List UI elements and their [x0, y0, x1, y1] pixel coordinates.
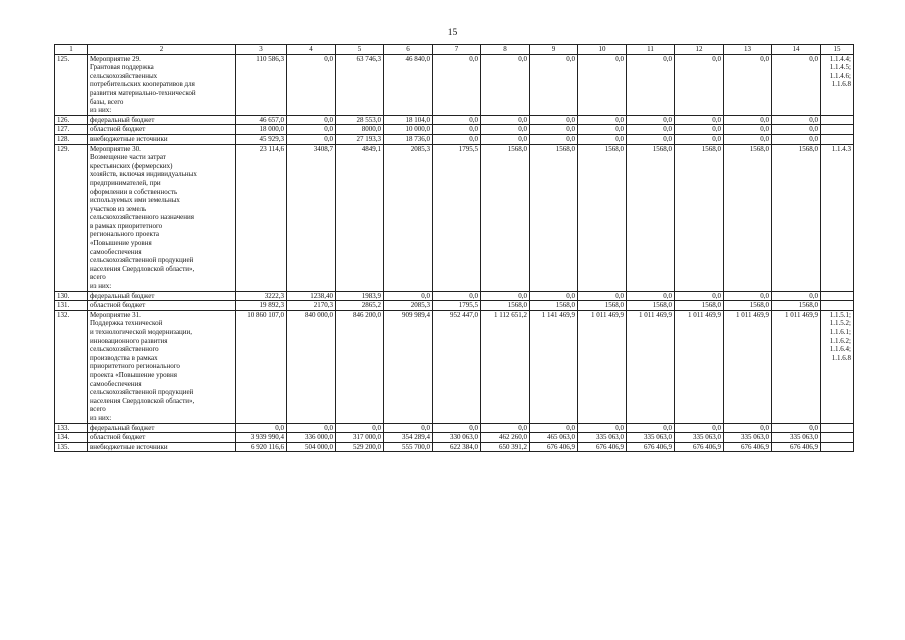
value-cell: 0,0: [627, 423, 675, 433]
column-header: 6: [384, 45, 433, 55]
value-cell: 46 657,0: [236, 115, 287, 125]
value-cell: 110 586,3: [236, 54, 287, 115]
value-cell: 0,0: [627, 54, 675, 115]
value-cell: 10 860 107,0: [236, 310, 287, 423]
value-cell: 18 736,0: [384, 134, 433, 144]
value-cell: 1 112 651,2: [481, 310, 530, 423]
value-cell: 0,0: [772, 125, 821, 135]
value-cell: 330 063,0: [433, 433, 481, 443]
reference-cell: [821, 291, 854, 301]
row-description: областной бюджет: [88, 125, 236, 135]
value-cell: 4849,1: [336, 144, 384, 291]
value-cell: 0,0: [433, 291, 481, 301]
value-cell: 46 840,0: [384, 54, 433, 115]
value-cell: 0,0: [724, 125, 772, 135]
reference-cell: 1.1.4.4; 1.1.4.5; 1.1.4.6; 1.1.6.8: [821, 54, 854, 115]
value-cell: 650 391,2: [481, 442, 530, 452]
value-cell: 1795,5: [433, 144, 481, 291]
value-cell: 0,0: [433, 115, 481, 125]
reference-cell: [821, 301, 854, 311]
value-cell: 0,0: [724, 115, 772, 125]
value-cell: 1568,0: [578, 301, 627, 311]
column-header: 3: [236, 45, 287, 55]
value-cell: 23 114,6: [236, 144, 287, 291]
value-cell: 10 000,0: [384, 125, 433, 135]
reference-cell: [821, 115, 854, 125]
value-cell: 0,0: [578, 54, 627, 115]
table-row: [55, 433, 854, 443]
value-cell: 0,0: [433, 423, 481, 433]
value-cell: 317 000,0: [336, 433, 384, 443]
value-cell: 0,0: [724, 54, 772, 115]
page-number: 15: [447, 28, 458, 38]
value-cell: 1 011 469,9: [627, 310, 675, 423]
column-header: 13: [724, 45, 772, 55]
value-cell: 1568,0: [578, 144, 627, 291]
value-cell: 0,0: [578, 115, 627, 125]
value-cell: 0,0: [627, 115, 675, 125]
reference-cell: [821, 134, 854, 144]
column-header: 9: [530, 45, 578, 55]
header-row: [55, 45, 854, 55]
value-cell: 1568,0: [724, 144, 772, 291]
value-cell: 1568,0: [481, 144, 530, 291]
row-number: 130.: [55, 291, 88, 301]
column-header: 15: [821, 45, 854, 55]
row-description: Мероприятие 31. Поддержка технической и технологической модернизации, инновационного развития сельскохозяйственного производства в рамках приоритетного регионального проекта «Повышение уровня самообеспечения сельскохозяйственной продукцией населения Свердловской области», всего из них:: [88, 310, 236, 423]
value-cell: 909 989,4: [384, 310, 433, 423]
value-cell: 555 700,0: [384, 442, 433, 452]
table-row: [55, 54, 854, 115]
value-cell: 0,0: [724, 134, 772, 144]
value-cell: 1 011 469,9: [772, 310, 821, 423]
value-cell: 0,0: [772, 291, 821, 301]
value-cell: 0,0: [578, 423, 627, 433]
value-cell: 0,0: [481, 423, 530, 433]
value-cell: 622 384,0: [433, 442, 481, 452]
value-cell: 0,0: [384, 423, 433, 433]
value-cell: 1568,0: [772, 301, 821, 311]
value-cell: 462 260,0: [481, 433, 530, 443]
value-cell: 1568,0: [481, 301, 530, 311]
value-cell: 1 011 469,9: [675, 310, 724, 423]
value-cell: 0,0: [772, 134, 821, 144]
value-cell: 1568,0: [675, 301, 724, 311]
column-header: 2: [88, 45, 236, 55]
column-header: 1: [55, 45, 88, 55]
value-cell: 0,0: [724, 423, 772, 433]
value-cell: 504 000,0: [287, 442, 336, 452]
value-cell: 335 063,0: [675, 433, 724, 443]
row-description: внебюджетные источники: [88, 134, 236, 144]
table-row: [55, 144, 854, 291]
reference-cell: [821, 423, 854, 433]
value-cell: 2170,3: [287, 301, 336, 311]
value-cell: 676 406,9: [627, 442, 675, 452]
row-description: федеральный бюджет: [88, 115, 236, 125]
value-cell: 19 892,3: [236, 301, 287, 311]
row-number: 135.: [55, 442, 88, 452]
value-cell: 1 011 469,9: [578, 310, 627, 423]
value-cell: 846 200,0: [336, 310, 384, 423]
value-cell: 0,0: [627, 134, 675, 144]
column-header: 10: [578, 45, 627, 55]
value-cell: 0,0: [675, 54, 724, 115]
value-cell: 0,0: [384, 291, 433, 301]
row-description: областной бюджет: [88, 433, 236, 443]
value-cell: 18 104,0: [384, 115, 433, 125]
value-cell: 1568,0: [627, 301, 675, 311]
value-cell: 1795,5: [433, 301, 481, 311]
value-cell: 354 289,4: [384, 433, 433, 443]
value-cell: 0,0: [287, 423, 336, 433]
table-row: [55, 125, 854, 135]
value-cell: 0,0: [675, 423, 724, 433]
value-cell: 0,0: [578, 134, 627, 144]
value-cell: 0,0: [481, 54, 530, 115]
value-cell: 840 000,0: [287, 310, 336, 423]
value-cell: 1568,0: [772, 144, 821, 291]
value-cell: 0,0: [287, 115, 336, 125]
value-cell: 45 929,3: [236, 134, 287, 144]
column-header: 12: [675, 45, 724, 55]
value-cell: 6 920 116,6: [236, 442, 287, 452]
value-cell: 0,0: [287, 54, 336, 115]
column-header: 5: [336, 45, 384, 55]
value-cell: 952 447,0: [433, 310, 481, 423]
value-cell: 0,0: [481, 125, 530, 135]
row-description: внебюджетные источники: [88, 442, 236, 452]
column-header: 8: [481, 45, 530, 55]
row-number: 134.: [55, 433, 88, 443]
value-cell: 1238,40: [287, 291, 336, 301]
value-cell: 0,0: [433, 125, 481, 135]
reference-cell: 1.1.5.1; 1.1.5.2; 1.1.6.1; 1.1.6.2; 1.1.6.4; 1.1.6.8: [821, 310, 854, 423]
value-cell: 335 063,0: [578, 433, 627, 443]
table-row: [55, 115, 854, 125]
value-cell: 0,0: [772, 423, 821, 433]
value-cell: 676 406,9: [772, 442, 821, 452]
value-cell: 0,0: [772, 115, 821, 125]
value-cell: 2865,2: [336, 301, 384, 311]
value-cell: 335 063,0: [772, 433, 821, 443]
value-cell: 0,0: [724, 291, 772, 301]
value-cell: 0,0: [287, 134, 336, 144]
row-description: областной бюджет: [88, 301, 236, 311]
value-cell: 2085,3: [384, 144, 433, 291]
value-cell: 1568,0: [724, 301, 772, 311]
value-cell: 676 406,9: [724, 442, 772, 452]
row-number: 126.: [55, 115, 88, 125]
value-cell: 1568,0: [530, 144, 578, 291]
reference-cell: [821, 125, 854, 135]
row-description: Мероприятие 30. Возмещение части затрат крестьянских (фермерских) хозяйств, включая индивидуальных предпринимателей, при оформлении в собственность используемых ими земельных участков из земель сельскохозяйственного назначения в рамках приоритетного регионального проекта «Повышение уровня самообеспечения сельскохозяйственной продукцией населения Свердловской области», всего из них:: [88, 144, 236, 291]
value-cell: 1568,0: [627, 144, 675, 291]
value-cell: 0,0: [675, 115, 724, 125]
column-header: 7: [433, 45, 481, 55]
value-cell: 0,0: [675, 134, 724, 144]
row-description: федеральный бюджет: [88, 423, 236, 433]
table-row: [55, 442, 854, 452]
value-cell: 0,0: [578, 291, 627, 301]
value-cell: 529 200,0: [336, 442, 384, 452]
row-number: 131.: [55, 301, 88, 311]
value-cell: 0,0: [336, 423, 384, 433]
budget-table: [54, 44, 854, 452]
value-cell: 27 193,3: [336, 134, 384, 144]
table-row: [55, 301, 854, 311]
row-number: 132.: [55, 310, 88, 423]
row-number: 127.: [55, 125, 88, 135]
value-cell: 0,0: [530, 115, 578, 125]
value-cell: 1 011 469,9: [724, 310, 772, 423]
row-description: федеральный бюджет: [88, 291, 236, 301]
value-cell: 0,0: [433, 54, 481, 115]
value-cell: 0,0: [481, 115, 530, 125]
value-cell: 63 746,3: [336, 54, 384, 115]
value-cell: 3 939 990,4: [236, 433, 287, 443]
value-cell: 676 406,9: [530, 442, 578, 452]
value-cell: 1568,0: [675, 144, 724, 291]
row-number: 128.: [55, 134, 88, 144]
value-cell: 465 063,0: [530, 433, 578, 443]
value-cell: 1 141 469,9: [530, 310, 578, 423]
row-number: 129.: [55, 144, 88, 291]
value-cell: 0,0: [627, 291, 675, 301]
value-cell: 0,0: [481, 134, 530, 144]
value-cell: 0,0: [627, 125, 675, 135]
table-row: [55, 423, 854, 433]
value-cell: 0,0: [530, 125, 578, 135]
value-cell: 335 063,0: [627, 433, 675, 443]
table-row: [55, 291, 854, 301]
value-cell: 0,0: [530, 134, 578, 144]
value-cell: 3408,7: [287, 144, 336, 291]
value-cell: 1568,0: [530, 301, 578, 311]
value-cell: 0,0: [481, 291, 530, 301]
value-cell: 335 063,0: [724, 433, 772, 443]
value-cell: 3222,3: [236, 291, 287, 301]
reference-cell: [821, 433, 854, 443]
row-number: 133.: [55, 423, 88, 433]
value-cell: 8000,0: [336, 125, 384, 135]
value-cell: 676 406,9: [675, 442, 724, 452]
value-cell: 0,0: [530, 291, 578, 301]
row-number: 125.: [55, 54, 88, 115]
reference-cell: 1.1.4.3: [821, 144, 854, 291]
column-header: 4: [287, 45, 336, 55]
value-cell: 0,0: [530, 423, 578, 433]
value-cell: 676 406,9: [578, 442, 627, 452]
reference-cell: [821, 442, 854, 452]
value-cell: 0,0: [287, 125, 336, 135]
value-cell: 0,0: [675, 291, 724, 301]
value-cell: 2085,3: [384, 301, 433, 311]
value-cell: 0,0: [433, 134, 481, 144]
row-description: Мероприятие 29. Грантовая поддержка сельскохозяйственных потребительских кооперативов для развития материально-технической базы, всего из них:: [88, 54, 236, 115]
value-cell: 0,0: [530, 54, 578, 115]
value-cell: 0,0: [578, 125, 627, 135]
value-cell: 336 000,0: [287, 433, 336, 443]
table-row: [55, 134, 854, 144]
table-row: [55, 310, 854, 423]
value-cell: 0,0: [675, 125, 724, 135]
value-cell: 28 553,0: [336, 115, 384, 125]
value-cell: 1983,9: [336, 291, 384, 301]
value-cell: 0,0: [236, 423, 287, 433]
column-header: 11: [627, 45, 675, 55]
value-cell: 0,0: [772, 54, 821, 115]
value-cell: 18 000,0: [236, 125, 287, 135]
column-header: 14: [772, 45, 821, 55]
